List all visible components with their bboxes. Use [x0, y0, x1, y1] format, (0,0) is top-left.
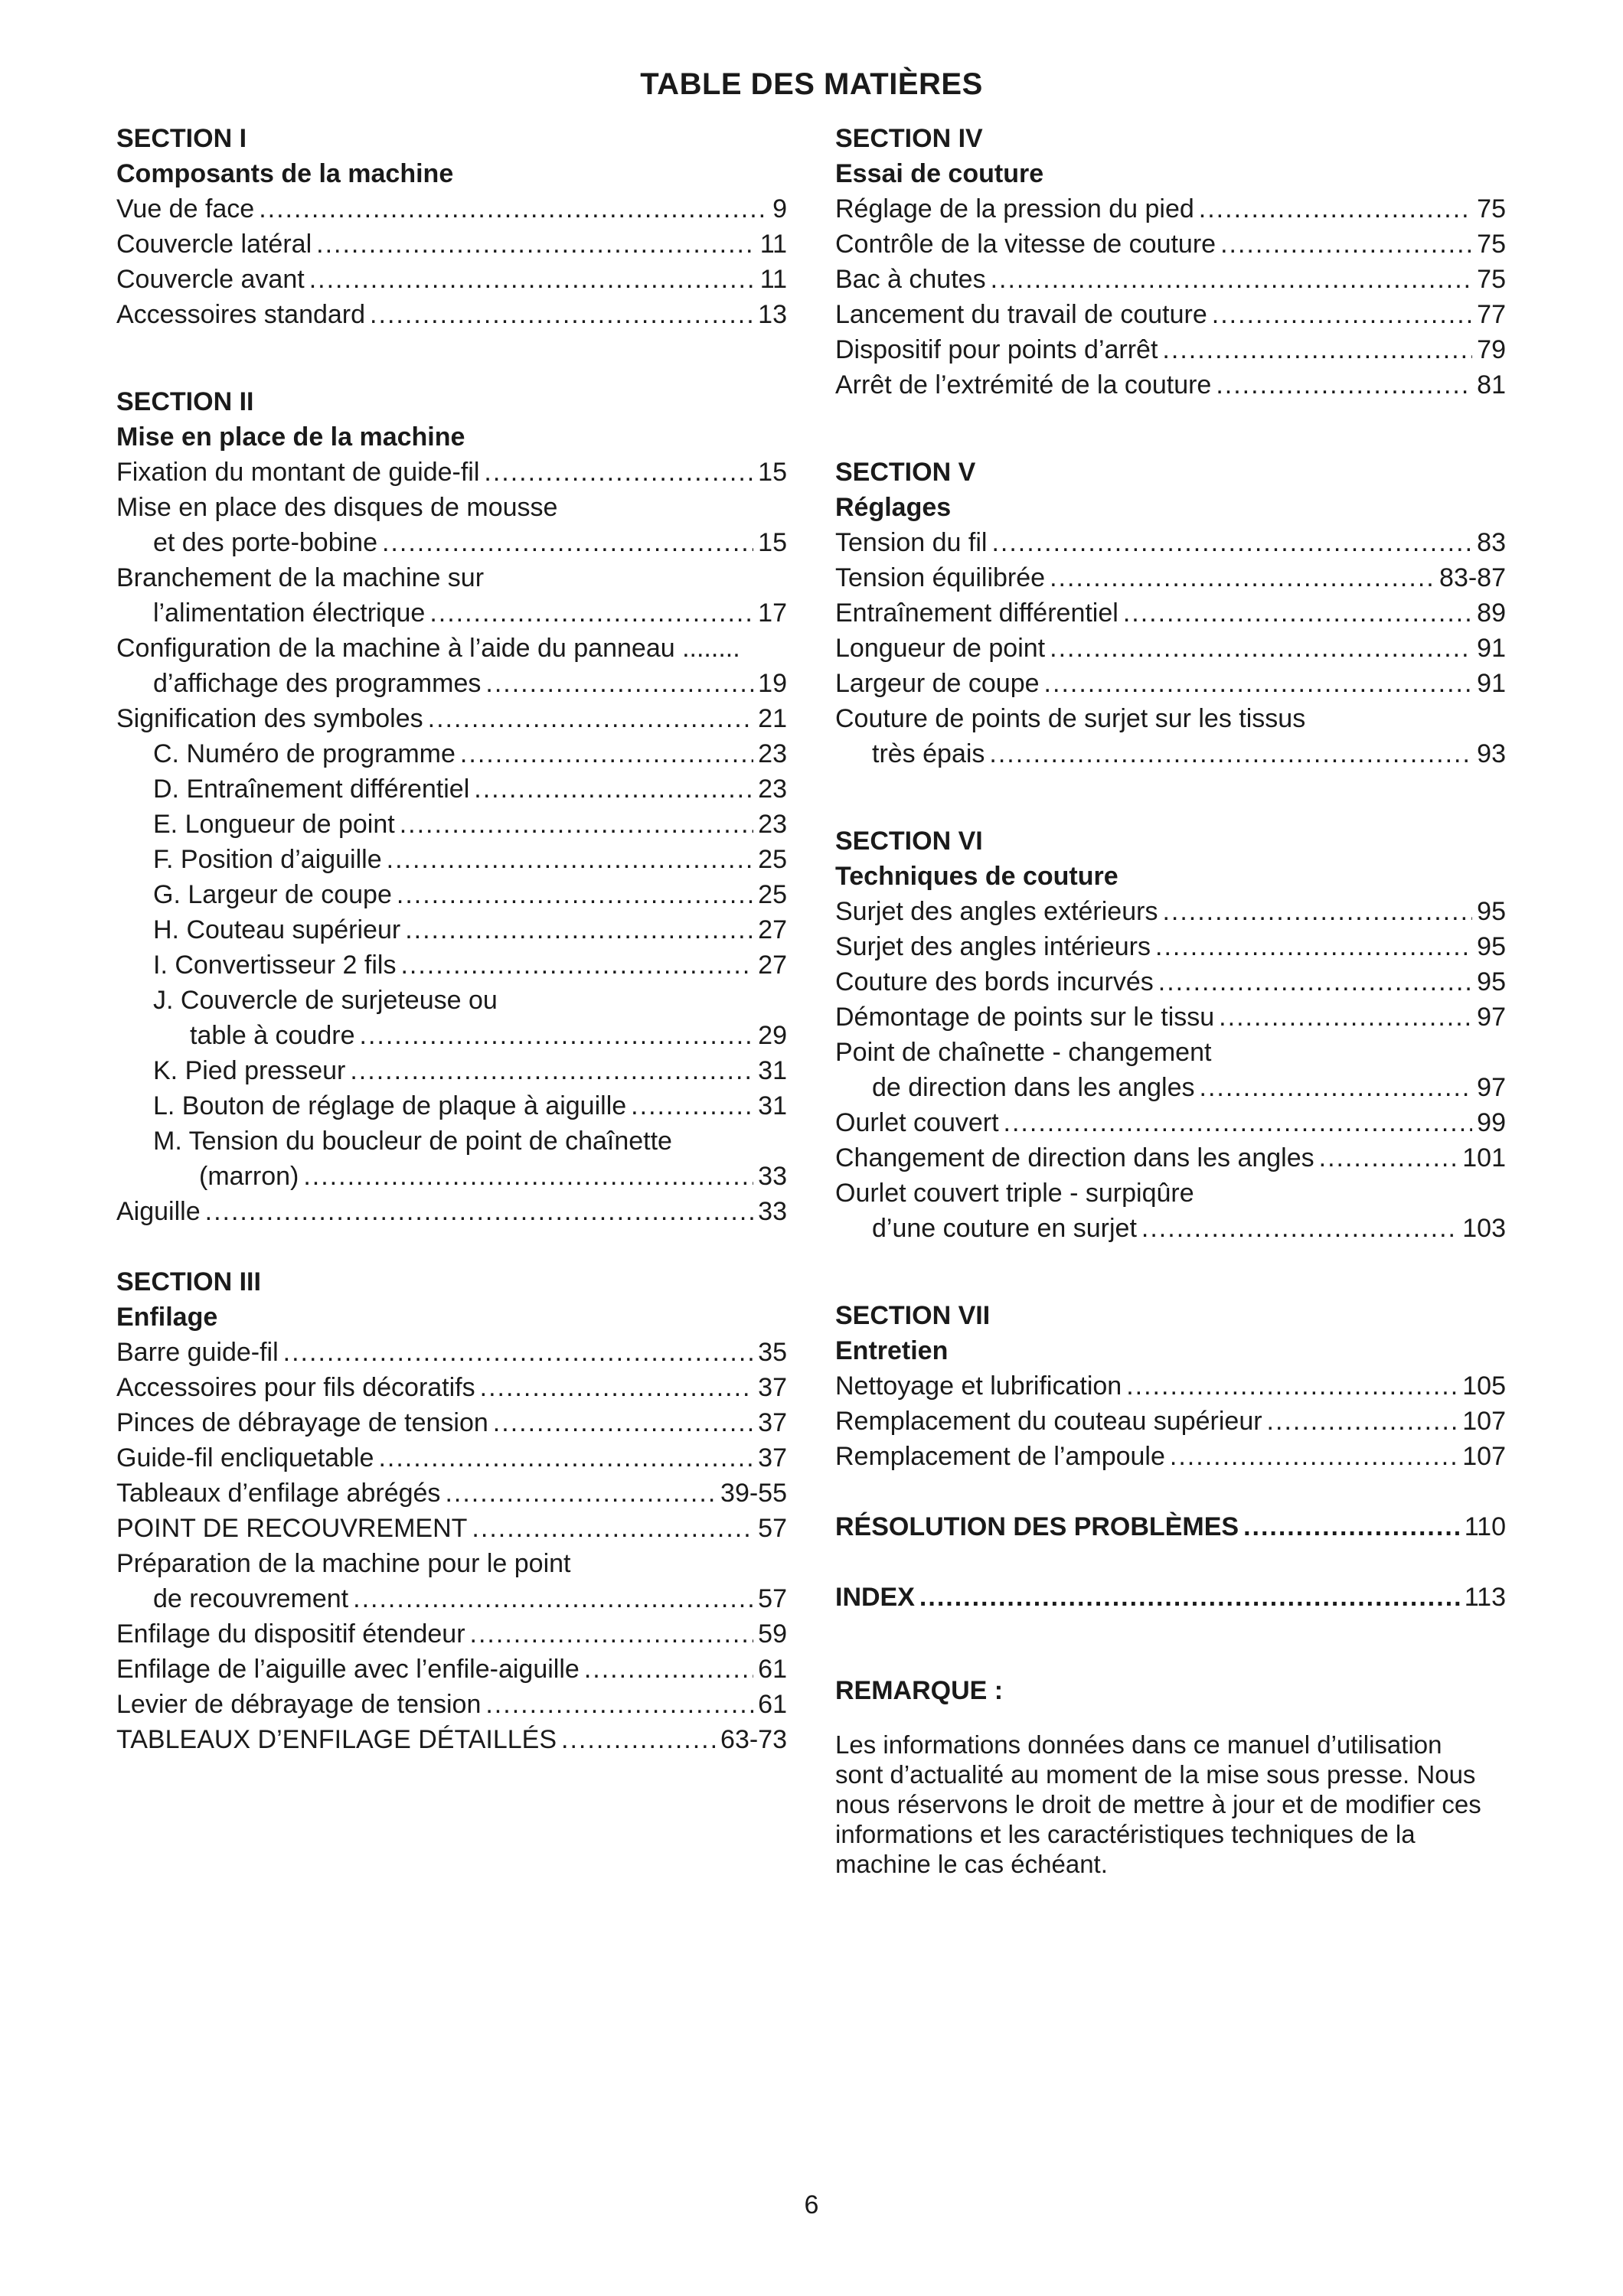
dot-leader [387, 842, 754, 877]
dot-leader [485, 1687, 753, 1722]
entry-page: 31 [758, 1091, 787, 1120]
section-heading: SECTION III [116, 1267, 261, 1296]
entry-label: Aiguille [116, 1197, 201, 1226]
entry-label: C. Numéro de programme [153, 739, 456, 768]
dot-leader [1050, 560, 1435, 595]
entry-label: Signification des symboles [116, 704, 423, 733]
entry-page: 59 [758, 1619, 787, 1649]
entry-page: 31 [758, 1056, 787, 1085]
dot-leader [493, 1405, 753, 1440]
dot-leader [316, 227, 756, 262]
dot-leader [1212, 297, 1472, 332]
entry-label: E. Longueur de point [153, 810, 395, 839]
dot-leader [309, 262, 756, 297]
toc-entry[interactable] [835, 929, 1506, 964]
entry-page: 57 [758, 1514, 787, 1543]
dot-leader [360, 1018, 754, 1053]
toc-entry[interactable] [835, 332, 1506, 367]
toc-left-column [116, 121, 787, 1792]
entry-page: 15 [758, 528, 787, 557]
toc-entry[interactable] [116, 1581, 787, 1616]
section-heading: SECTION I [116, 124, 247, 153]
section-heading: SECTION II [116, 387, 254, 416]
entry-label-line: Configuration de la machine à l’aide du panneau ........ [116, 634, 740, 663]
dot-leader [1141, 1211, 1458, 1246]
dot-leader [991, 525, 1472, 560]
dot-leader [470, 1616, 754, 1652]
entry-label: Réglage de la pression du pied [835, 194, 1194, 223]
dot-leader [205, 1194, 754, 1229]
entry-label-line: Couture de points de surjet sur les tissus [835, 704, 1306, 733]
entry-label: Longueur de point [835, 634, 1046, 663]
toc-entry[interactable] [116, 191, 787, 227]
dot-leader [1158, 964, 1472, 1000]
entry-label: Couvercle avant [116, 265, 305, 294]
entry-page: 95 [1477, 967, 1506, 996]
entry-page: 11 [759, 230, 787, 259]
dot-leader [991, 262, 1473, 297]
toc-entry[interactable] [116, 771, 787, 807]
dot-leader [397, 877, 753, 912]
entry-label: (marron) [199, 1162, 299, 1191]
entry-page: 23 [758, 739, 787, 768]
dot-leader [1199, 191, 1472, 227]
entry-page: 27 [758, 915, 787, 944]
section-1 [116, 121, 787, 332]
entry-label-line: Point de chaînette - changement [835, 1038, 1212, 1067]
entry-label: et des porte-bobine [153, 528, 377, 557]
toc-entry[interactable] [116, 1652, 787, 1687]
section-5 [835, 455, 1506, 771]
toc-entry[interactable] [116, 595, 787, 631]
page-title: TABLE DES MATIÈRES [640, 67, 983, 101]
toc-entry[interactable] [116, 525, 787, 560]
toc-entry[interactable] [835, 1000, 1506, 1035]
entry-label: Tension équilibrée [835, 563, 1046, 592]
dot-leader [1155, 929, 1472, 964]
entry-label: Lancement du travail de couture [835, 300, 1207, 329]
toc-entry[interactable] [835, 1404, 1506, 1439]
toc-entry[interactable] [116, 807, 787, 842]
toc-entry[interactable] [116, 1616, 787, 1652]
toc-entry[interactable] [835, 1368, 1506, 1404]
toc-entry[interactable] [116, 1687, 787, 1722]
entry-label: Remplacement du couteau supérieur [835, 1407, 1262, 1436]
entry-label-line: Branchement de la machine sur [116, 563, 485, 592]
entry-label: Dispositif pour points d’arrêt [835, 335, 1158, 364]
section-3 [116, 1264, 787, 1757]
entry-label: D. Entraînement différentiel [153, 775, 470, 804]
entry-page: 81 [1477, 370, 1506, 400]
section-4 [835, 121, 1506, 403]
toc-entry[interactable] [835, 595, 1506, 631]
entry-page: 33 [758, 1197, 787, 1226]
toc-entry[interactable] [116, 262, 787, 297]
entry-page: 23 [758, 775, 787, 804]
entry-label: Couvercle latéral [116, 230, 312, 259]
entry-label: Bac à chutes [835, 265, 986, 294]
entry-label: Couture des bords incurvés [835, 967, 1154, 996]
toc-right-column [835, 121, 1506, 1879]
note-text: Les informations données dans ce manuel d’utilisation sont d’actualité au moment de la mise sous presse. Nous nous réservons le droit de mettre à jour et de modifier ces informations et les caractéristiques techniques de la machine le cas échéant. [835, 1730, 1481, 1878]
toc-entry[interactable] [116, 1088, 787, 1124]
section-heading: SECTION IV [835, 124, 983, 153]
entry-page: 75 [1477, 194, 1506, 223]
entry-label: Nettoyage et lubrification [835, 1371, 1122, 1401]
toc-entry[interactable] [835, 736, 1506, 771]
entry-label: Entraînement différentiel [835, 598, 1118, 628]
dot-leader [631, 1088, 753, 1124]
entry-page: 107 [1462, 1442, 1506, 1471]
entry-page: 13 [758, 300, 787, 329]
entry-label-line: Ourlet couvert triple - surpiqûre [835, 1179, 1194, 1208]
entry-label: POINT DE RECOUVREMENT [116, 1514, 468, 1543]
dot-leader [584, 1652, 753, 1687]
entry-page: 77 [1477, 300, 1506, 329]
dot-leader [428, 701, 754, 736]
dot-leader [1004, 1105, 1473, 1140]
entry-page: 83-87 [1439, 563, 1506, 592]
entry-label: Remplacement de l’ampoule [835, 1442, 1165, 1471]
section-heading: SECTION V [835, 458, 976, 487]
dot-leader [303, 1159, 753, 1194]
dot-leader [445, 1476, 716, 1511]
entry-label: Accessoires standard [116, 300, 366, 329]
entry-label: Ourlet couvert [835, 1108, 999, 1137]
dot-leader [474, 771, 753, 807]
dot-leader [353, 1581, 753, 1616]
toc-entry[interactable] [835, 297, 1506, 332]
entry-label-line: M. Tension du boucleur de point de chaînette [153, 1127, 672, 1156]
toc-entry[interactable] [116, 877, 787, 912]
toc-entry[interactable] [835, 191, 1506, 227]
entry-label: Largeur de coupe [835, 669, 1040, 698]
dot-leader [460, 736, 753, 771]
toc-entry[interactable] [116, 1335, 787, 1370]
toc-entry[interactable] [116, 666, 787, 701]
dot-leader [1126, 1368, 1458, 1404]
toc-entry[interactable] [116, 736, 787, 771]
entry-page: 93 [1477, 739, 1506, 768]
entry-page: 23 [758, 810, 787, 839]
dot-leader [283, 1335, 754, 1370]
entry-label: Enfilage du dispositif étendeur [116, 1619, 465, 1649]
toc-entry[interactable] [835, 1070, 1506, 1105]
dot-leader [561, 1722, 716, 1757]
toc-entry[interactable] [835, 227, 1506, 262]
entry-page: 75 [1477, 230, 1506, 259]
entry-page: 99 [1477, 1108, 1506, 1137]
toc-entry[interactable] [116, 1159, 787, 1194]
note-title: REMARQUE : [835, 1676, 1004, 1705]
entry-page: 37 [758, 1443, 787, 1473]
entry-label: d’affichage des programmes [153, 669, 482, 698]
dot-leader [1243, 1509, 1460, 1544]
entry-page: 37 [758, 1408, 787, 1437]
entry-label: de direction dans les angles [872, 1073, 1195, 1102]
entry-page: 25 [758, 880, 787, 909]
entry-label: Arrêt de l’extrémité de la couture [835, 370, 1212, 400]
entry-label: RÉSOLUTION DES PROBLÈMES [835, 1512, 1239, 1541]
toc-entry[interactable] [835, 894, 1506, 929]
toc-entry[interactable] [835, 666, 1506, 701]
entry-page: 37 [758, 1373, 787, 1402]
dot-leader [1267, 1404, 1458, 1439]
toc-entry[interactable] [835, 1140, 1506, 1176]
dot-leader [989, 736, 1472, 771]
dot-leader [370, 297, 753, 332]
entry-page: 9 [772, 194, 787, 223]
entry-page: 75 [1477, 265, 1506, 294]
toc-entry[interactable] [116, 1405, 787, 1440]
dot-leader [1044, 666, 1473, 701]
entry-label: Pinces de débrayage de tension [116, 1408, 488, 1437]
dot-leader [382, 525, 753, 560]
dot-leader [259, 191, 768, 227]
entry-label: Contrôle de la vitesse de couture [835, 230, 1216, 259]
toc-entry[interactable] [116, 947, 787, 983]
section-subheading: Entretien [835, 1336, 949, 1365]
section-7 [835, 1298, 1506, 1474]
toc-entry[interactable] [835, 964, 1506, 1000]
section-6 [835, 823, 1506, 1246]
toc-entry-index[interactable] [835, 1580, 1506, 1615]
toc-entry[interactable] [116, 1511, 787, 1546]
dot-leader [1050, 631, 1472, 666]
toc-entry[interactable] [835, 631, 1506, 666]
dot-leader [1220, 227, 1472, 262]
entry-label: Vue de face [116, 194, 255, 223]
entry-page: 61 [758, 1690, 787, 1719]
toc-entry[interactable] [116, 842, 787, 877]
section-subheading: Composants de la machine [116, 159, 454, 188]
entry-page: 19 [758, 669, 787, 698]
toc-entry[interactable] [116, 1194, 787, 1229]
section-subheading: Techniques de couture [835, 862, 1118, 891]
entry-page: 91 [1477, 634, 1506, 663]
entry-label: L. Bouton de réglage de plaque à aiguille [153, 1091, 627, 1120]
entry-page: 61 [758, 1655, 787, 1684]
section-subheading: Réglages [835, 493, 952, 522]
toc-entry[interactable] [116, 1722, 787, 1757]
toc-entry[interactable] [116, 912, 787, 947]
dot-leader [1219, 1000, 1472, 1035]
dot-leader [405, 912, 753, 947]
toc-entry[interactable] [835, 262, 1506, 297]
entry-label: INDEX [835, 1583, 915, 1612]
dot-leader [1162, 894, 1472, 929]
entry-page: 25 [758, 845, 787, 874]
toc-entry[interactable] [835, 525, 1506, 560]
dot-leader [378, 1440, 753, 1476]
entry-page: 15 [758, 458, 787, 487]
entry-page: 113 [1464, 1583, 1506, 1612]
entry-page: 79 [1477, 335, 1506, 364]
entry-page: 35 [758, 1338, 787, 1367]
entry-label: d’une couture en surjet [872, 1214, 1137, 1243]
entry-label: très épais [872, 739, 985, 768]
dot-leader [480, 1370, 754, 1405]
toc-entry[interactable] [116, 297, 787, 332]
entry-label: TABLEAUX D’ENFILAGE DÉTAILLÉS [116, 1725, 557, 1754]
dot-leader [1200, 1070, 1473, 1105]
toc-entry-resolution[interactable] [835, 1509, 1506, 1544]
entry-label: Barre guide-fil [116, 1338, 279, 1367]
page-number: 6 [804, 2190, 819, 2219]
toc-entry[interactable] [835, 1439, 1506, 1474]
toc-entry[interactable] [835, 1105, 1506, 1140]
dot-leader [485, 666, 753, 701]
toc-entry[interactable] [116, 455, 787, 490]
dot-leader [400, 807, 753, 842]
entry-page: 105 [1462, 1371, 1506, 1401]
entry-page: 97 [1477, 1073, 1506, 1102]
entry-label: Enfilage de l’aiguille avec l’enfile-aiguille [116, 1655, 580, 1684]
entry-page: 107 [1462, 1407, 1506, 1436]
entry-label: Levier de débrayage de tension [116, 1690, 482, 1719]
section-2 [116, 384, 787, 1229]
entry-page: 95 [1477, 932, 1506, 961]
entry-label: Tableaux d’enfilage abrégés [116, 1479, 441, 1508]
entry-label-line: Préparation de la machine pour le point [116, 1549, 571, 1578]
entry-label: F. Position d’aiguille [153, 845, 382, 874]
toc-entry[interactable] [116, 1018, 787, 1053]
dot-leader [1319, 1140, 1458, 1176]
entry-label: de recouvrement [153, 1584, 349, 1613]
section-heading: SECTION VI [835, 827, 983, 856]
entry-label: H. Couteau supérieur [153, 915, 401, 944]
entry-page: 27 [758, 951, 787, 980]
entry-label-line: Mise en place des disques de mousse [116, 493, 558, 522]
entry-label: Changement de direction dans les angles [835, 1143, 1314, 1172]
entry-page: 17 [758, 598, 787, 628]
entry-page: 89 [1477, 598, 1506, 628]
entry-page: 91 [1477, 669, 1506, 698]
entry-page: 83 [1477, 528, 1506, 557]
toc-entry[interactable] [835, 560, 1506, 595]
entry-page: 95 [1477, 897, 1506, 926]
section-subheading: Enfilage [116, 1303, 218, 1332]
entry-label: Fixation du montant de guide-fil [116, 458, 480, 487]
section-subheading: Mise en place de la machine [116, 422, 465, 452]
entry-page: 21 [758, 704, 787, 733]
toc-entry[interactable] [116, 1440, 787, 1476]
entry-page: 101 [1462, 1143, 1506, 1172]
entry-page: 103 [1462, 1214, 1506, 1243]
toc-entry[interactable] [116, 701, 787, 736]
entry-page: 110 [1464, 1512, 1506, 1541]
entry-label-line: J. Couvercle de surjeteuse ou [153, 986, 498, 1015]
dot-leader [1162, 332, 1472, 367]
entry-label: Tension du fil [835, 528, 988, 557]
entry-page: 97 [1477, 1003, 1506, 1032]
dot-leader [350, 1053, 753, 1088]
entry-page: 63-73 [720, 1725, 787, 1754]
entry-label: l’alimentation électrique [153, 598, 426, 628]
entry-label: Surjet des angles intérieurs [835, 932, 1151, 961]
entry-label: I. Convertisseur 2 fils [153, 951, 397, 980]
toc-entry[interactable] [116, 227, 787, 262]
section-subheading: Essai de couture [835, 159, 1044, 188]
entry-label: Démontage de points sur le tissu [835, 1003, 1215, 1032]
entry-page: 11 [759, 265, 787, 294]
dot-leader [429, 595, 753, 631]
entry-label: Surjet des angles extérieurs [835, 897, 1158, 926]
dot-leader [472, 1511, 753, 1546]
toc-entry[interactable] [116, 1053, 787, 1088]
dot-leader [1170, 1439, 1458, 1474]
dot-leader [400, 947, 753, 983]
section-heading: SECTION VII [835, 1301, 991, 1330]
entry-label: Guide-fil encliquetable [116, 1443, 374, 1473]
toc-entry[interactable] [835, 1211, 1506, 1246]
dot-leader [484, 455, 753, 490]
entry-label: K. Pied presseur [153, 1056, 346, 1085]
toc-entry[interactable] [835, 367, 1506, 403]
dot-leader [1123, 595, 1472, 631]
entry-label: G. Largeur de coupe [153, 880, 392, 909]
dot-leader [1216, 367, 1472, 403]
toc-entry[interactable] [116, 1370, 787, 1405]
entry-page: 29 [758, 1021, 787, 1050]
entry-page: 39-55 [720, 1479, 787, 1508]
entry-label: Accessoires pour fils décoratifs [116, 1373, 475, 1402]
entry-label: table à coudre [190, 1021, 355, 1050]
entry-page: 57 [758, 1584, 787, 1613]
toc-entry[interactable] [116, 1476, 787, 1511]
entry-page: 33 [758, 1162, 787, 1191]
dot-leader [919, 1580, 1460, 1615]
